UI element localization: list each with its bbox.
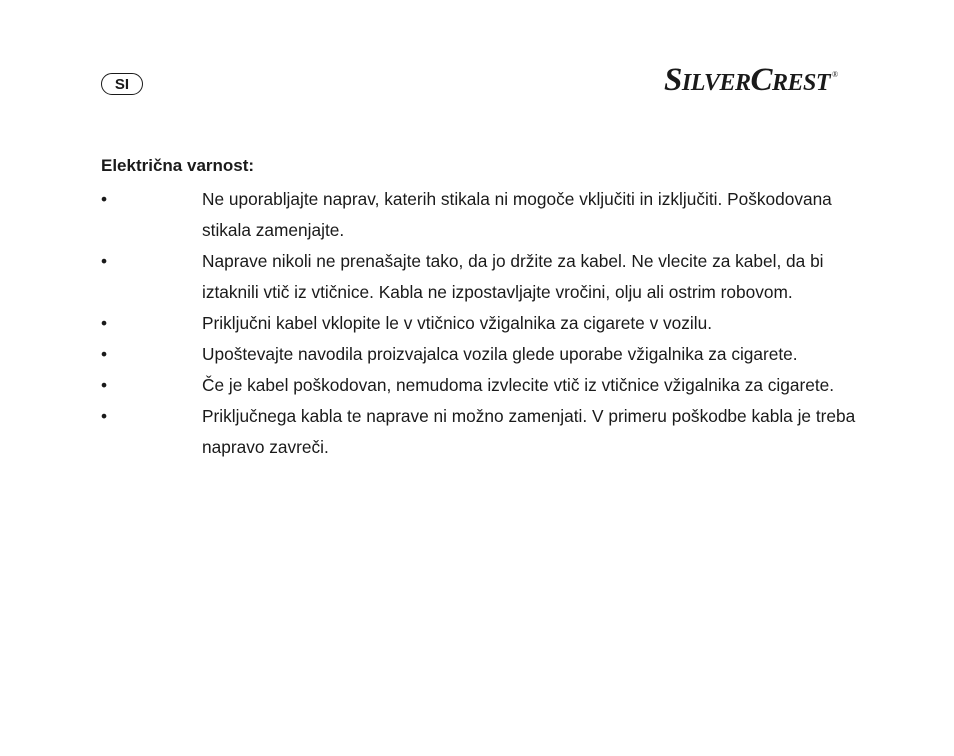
- logo-rest-2: REST: [772, 70, 831, 96]
- registered-mark: ®: [832, 70, 838, 79]
- list-item: [101, 308, 861, 339]
- list-item: [101, 184, 861, 246]
- safety-list: [101, 184, 861, 463]
- list-item-text: Naprave nikoli ne prenašajte tako, da jo držite za kabel. Ne vlecite za kabel, da bi iztaknili vtič iz vtičnice. Kabla ne izpostavljajte vročini, olju ali ostrim robovom.: [202, 251, 824, 302]
- section-title: Električna varnost:: [101, 156, 255, 175]
- language-badge: [101, 73, 143, 95]
- list-item: [101, 401, 861, 463]
- brand-logo: [664, 62, 838, 99]
- bullet-icon: •: [101, 313, 108, 333]
- bullet-icon: •: [101, 344, 108, 364]
- bullet-icon: •: [101, 251, 108, 271]
- list-item: [101, 339, 861, 370]
- language-code: SI: [114, 75, 130, 93]
- list-item: [101, 246, 861, 308]
- logo-initial-2: C: [750, 62, 773, 98]
- list-item-text: Priključnega kabla te naprave ni možno zamenjati. V primeru poškodbe kabla je treba napravo zavreči.: [202, 406, 856, 457]
- logo-rest-1: ILVER: [681, 70, 751, 96]
- list-item-text: Priključni kabel vklopite le v vtičnico vžigalnika za cigarete v vozilu.: [202, 313, 713, 333]
- bullet-icon: •: [101, 189, 108, 209]
- bullet-icon: •: [101, 406, 108, 426]
- list-item-text: Ne uporabljajte naprav, katerih stikala ni mogoče vključiti in izključiti. Poškodovana stikala zamenjajte.: [202, 189, 832, 240]
- list-item: [101, 370, 861, 401]
- list-item-text: Če je kabel poškodovan, nemudoma izvlecite vtič iz vtičnice vžigalnika za cigarete.: [202, 375, 835, 395]
- bullet-icon: •: [101, 375, 108, 395]
- logo-initial-1: S: [664, 62, 682, 98]
- list-item-text: Upoštevajte navodila proizvajalca vozila glede uporabe vžigalnika za cigarete.: [202, 344, 798, 364]
